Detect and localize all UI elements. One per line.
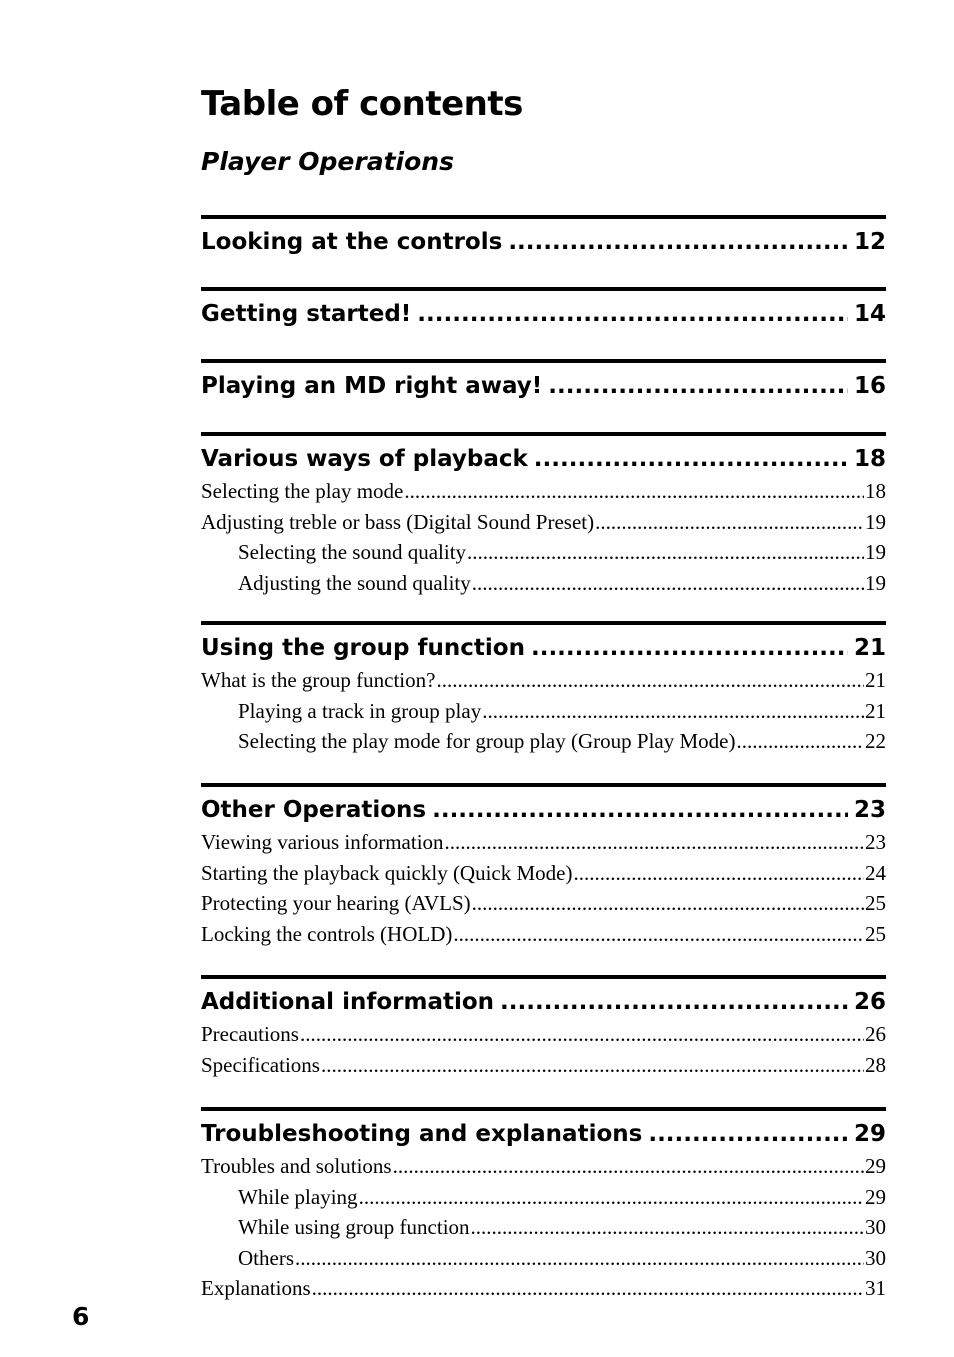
entry-title: Others [238,1245,294,1270]
toc-section [201,215,886,257]
entry-page-number: 31 [865,1276,886,1300]
dot-leader [482,696,864,727]
page-subtitle: Player Operations [201,147,454,176]
entry-title: While playing [238,1184,358,1209]
section-page-number: 14 [853,301,886,327]
entry-title: Adjusting the sound quality [238,570,471,595]
section-divider [201,359,886,363]
entry-page-number: 22 [865,729,886,753]
dot-leader [736,726,864,757]
entry-title: Playing a track in group play [238,698,482,723]
dot-leader [359,1182,864,1213]
page-number: 6 [72,1302,90,1331]
entry-page-number: 28 [865,1052,886,1077]
toc-entry[interactable] [201,858,886,889]
toc-entry[interactable] [201,507,886,538]
dot-leader [574,858,865,889]
section-page-number: 18 [853,446,886,472]
toc-entry[interactable] [201,537,886,568]
section-divider [201,621,886,625]
section-title: Various ways of playback [201,446,528,472]
entry-page-number: 24 [865,860,886,885]
section-heading[interactable] [201,299,886,329]
dot-leader [472,568,864,599]
section-divider [201,432,886,436]
section-entries [201,1151,886,1304]
section-title: Playing an MD right away! [201,373,543,399]
toc-entry[interactable] [201,1243,886,1274]
toc-entry[interactable] [201,1273,886,1304]
section-page-number: 16 [853,373,886,399]
dot-leader [453,919,864,950]
toc-section [201,975,886,1080]
section-heading[interactable] [201,633,886,663]
dot-leader [445,827,864,858]
entry-page-number: 18 [865,479,886,503]
entry-title: Protecting your hearing (AVLS) [201,891,471,915]
section-title: Other Operations [201,797,427,823]
dot-leader [472,888,864,919]
toc-section [201,621,886,757]
entry-page-number: 25 [865,891,886,915]
entry-page-number: 19 [865,570,886,595]
toc-entry[interactable] [201,726,886,757]
toc-entry[interactable] [201,1151,886,1182]
toc-entry[interactable] [201,919,886,950]
dot-leader [508,227,848,257]
entry-title: Viewing various information [201,830,444,854]
entry-title: Specifications [201,1052,320,1077]
dot-leader [548,371,848,401]
toc-entry[interactable] [201,1212,886,1243]
dot-leader [295,1243,864,1274]
section-page-number: 29 [853,1121,886,1147]
section-title: Using the group function [201,635,525,661]
entry-title: While using group function [238,1215,470,1239]
section-page-number: 26 [853,989,886,1015]
entry-page-number: 30 [865,1245,886,1270]
entry-page-number: 25 [865,921,886,946]
section-entries [201,827,886,949]
toc-section [201,432,886,598]
entry-title: What is the group function? [201,668,436,692]
section-page-number: 23 [853,797,886,823]
toc-section [201,783,886,949]
dot-leader [534,444,848,474]
section-page-number: 12 [853,229,886,255]
dot-leader [393,1151,864,1182]
entry-page-number: 29 [865,1184,886,1209]
toc-section [201,359,886,401]
section-title: Looking at the controls [201,229,503,255]
dot-leader [300,1019,864,1050]
section-divider [201,215,886,219]
section-heading[interactable] [201,227,886,257]
dot-leader [467,537,864,568]
entry-page-number: 29 [865,1154,886,1178]
entry-title: Selecting the sound quality [238,540,467,564]
entry-title: Precautions [201,1022,299,1046]
dot-leader [436,665,864,696]
entry-page-number: 23 [865,830,886,854]
toc-section [201,1107,886,1304]
section-heading[interactable] [201,371,886,401]
entry-title: Adjusting treble or bass (Digital Sound Preset) [201,509,595,534]
entry-page-number: 21 [865,668,886,692]
section-divider [201,1107,886,1111]
section-entries [201,665,886,757]
section-divider [201,975,886,979]
toc-entry[interactable] [201,476,886,507]
dot-leader [531,633,848,663]
entry-title: Explanations [201,1276,311,1300]
entry-page-number: 30 [865,1215,886,1239]
toc-entry[interactable] [201,568,886,599]
dot-leader [404,476,864,507]
entry-page-number: 19 [865,540,886,564]
toc-entry[interactable] [201,665,886,696]
dot-leader [432,795,848,825]
section-title: Additional information [201,989,495,1015]
dot-leader [312,1273,864,1304]
section-page-number: 21 [853,635,886,661]
entry-page-number: 19 [865,509,886,534]
entry-title: Locking the controls (HOLD) [201,921,453,946]
section-heading[interactable] [201,444,886,474]
dot-leader [321,1050,864,1081]
toc-entry[interactable] [201,888,886,919]
section-heading[interactable] [201,795,886,825]
dot-leader [417,299,848,329]
entry-page-number: 21 [865,698,886,723]
section-entries [201,476,886,598]
entry-page-number: 26 [865,1022,886,1046]
section-heading[interactable] [201,987,886,1017]
dot-leader [500,987,848,1017]
section-divider [201,287,886,291]
section-heading[interactable] [201,1119,886,1149]
entry-title: Selecting the play mode for group play (Group Play Mode) [238,729,736,753]
section-divider [201,783,886,787]
section-title: Getting started! [201,301,412,327]
toc-entry[interactable] [201,1182,886,1213]
toc-section [201,287,886,329]
entry-title: Selecting the play mode [201,479,404,503]
dot-leader [648,1119,848,1149]
entry-title: Troubles and solutions [201,1154,392,1178]
entry-title: Starting the playback quickly (Quick Mode) [201,860,573,885]
section-entries [201,1019,886,1080]
section-title: Troubleshooting and explanations [201,1121,643,1147]
toc-entry[interactable] [201,696,886,727]
dot-leader [595,507,864,538]
toc-entry[interactable] [201,827,886,858]
dot-leader [471,1212,864,1243]
page-title: Table of contents [201,84,523,124]
toc-entry[interactable] [201,1019,886,1050]
toc-entry[interactable] [201,1050,886,1081]
